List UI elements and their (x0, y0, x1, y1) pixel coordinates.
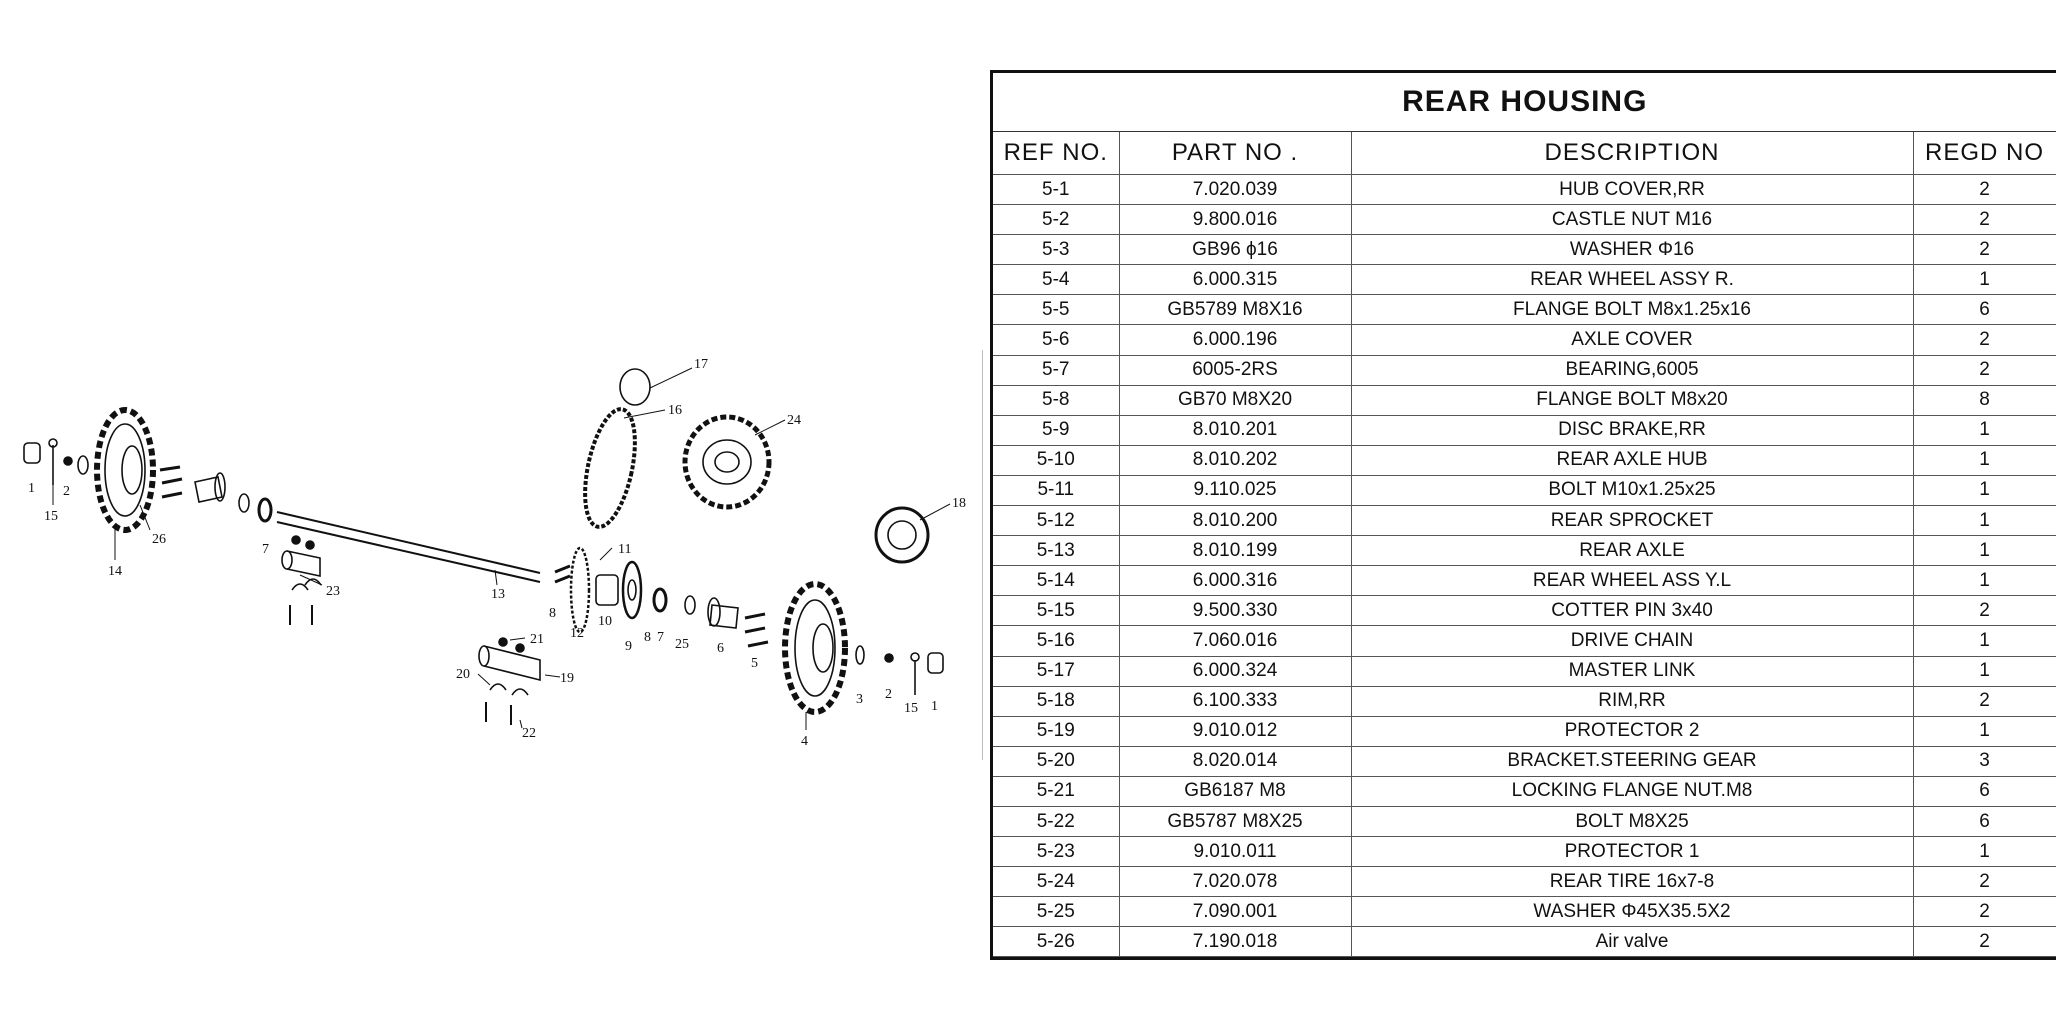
ref-no-cell: 5-8 (993, 385, 1119, 415)
callout-label: 9 (625, 639, 632, 654)
qty-cell: 1 (1913, 536, 2056, 566)
part-no-cell: 7.020.039 (1119, 175, 1351, 205)
ref-no-cell: 5-4 (993, 265, 1119, 295)
callout-label: 4 (801, 734, 808, 749)
ref-no-cell: 5-2 (993, 205, 1119, 235)
qty-cell: 2 (1913, 927, 2056, 957)
callout-label: 18 (952, 496, 966, 511)
part-no-cell: 7.020.078 (1119, 867, 1351, 897)
description-cell: WASHER Φ45X35.5X2 (1351, 897, 1913, 927)
qty-cell: 2 (1913, 867, 2056, 897)
part-no-cell: 7.060.016 (1119, 626, 1351, 656)
description-cell: WASHER Φ16 (1351, 235, 1913, 265)
table-row (993, 927, 2056, 957)
callout-label: 26 (152, 532, 166, 547)
callout-label: 13 (491, 587, 505, 602)
description-cell: RIM,RR (1351, 686, 1913, 716)
ref-no-cell: 5-16 (993, 626, 1119, 656)
qty-cell: 2 (1913, 175, 2056, 205)
qty-cell: 2 (1913, 686, 2056, 716)
rear-axle-hub (596, 575, 618, 605)
part-no-cell: 8.010.199 (1119, 536, 1351, 566)
qty-cell: 1 (1913, 656, 2056, 686)
table-row (993, 175, 2056, 205)
callout-label: 7 (657, 630, 664, 645)
table-row (993, 716, 2056, 746)
ref-no-cell: 5-22 (993, 806, 1119, 836)
qty-cell: 2 (1913, 596, 2056, 626)
callout-label: 7 (262, 542, 269, 557)
description-cell: REAR WHEEL ASS Y.L (1351, 566, 1913, 596)
ref-no-cell: 5-17 (993, 656, 1119, 686)
callout-label: 20 (456, 667, 470, 682)
ref-no-cell: 5-12 (993, 506, 1119, 536)
table-row (993, 355, 2056, 385)
callout-label: 11 (618, 542, 632, 557)
description-cell: PROTECTOR 1 (1351, 837, 1913, 867)
callout-label: 15 (44, 509, 58, 524)
qty-cell: 2 (1913, 235, 2056, 265)
part-no-cell: 7.090.001 (1119, 897, 1351, 927)
callout-label: 2 (885, 687, 892, 702)
ref-no-cell: 5-11 (993, 475, 1119, 505)
hub-cover-left (24, 443, 40, 463)
ref-no-cell: 5-19 (993, 716, 1119, 746)
qty-cell: 3 (1913, 746, 2056, 776)
part-no-cell: 9.010.011 (1119, 837, 1351, 867)
table-row (993, 897, 2056, 927)
ref-no-cell: 5-7 (993, 355, 1119, 385)
description-cell: PROTECTOR 2 (1351, 716, 1913, 746)
callout-label: 22 (522, 726, 536, 741)
part-no-cell: 8.010.200 (1119, 506, 1351, 536)
part-no-cell: GB5787 M8X25 (1119, 806, 1351, 836)
table-title: REAR HOUSING (993, 73, 2056, 132)
qty-cell: 1 (1913, 837, 2056, 867)
table-row (993, 566, 2056, 596)
ref-no-cell: 5-18 (993, 686, 1119, 716)
table-row (993, 325, 2056, 355)
description-cell: BOLT M10x1.25x25 (1351, 475, 1913, 505)
table-row (993, 385, 2056, 415)
part-no-cell: 9.110.025 (1119, 475, 1351, 505)
castle-nut-left (64, 457, 72, 465)
qty-cell: 8 (1913, 385, 2056, 415)
description-cell: REAR TIRE 16x7-8 (1351, 867, 1913, 897)
rim (876, 508, 928, 562)
callout-label: 5 (751, 656, 758, 671)
qty-cell: 1 (1913, 626, 2056, 656)
parts-table (993, 73, 2056, 957)
description-cell: REAR AXLE (1351, 536, 1913, 566)
drive-chain (576, 405, 644, 532)
table-row (993, 506, 2056, 536)
callout-label: 15 (904, 701, 918, 716)
description-cell: REAR SPROCKET (1351, 506, 1913, 536)
qty-cell: 1 (1913, 506, 2056, 536)
callout-label: 1 (28, 481, 35, 496)
table-row (993, 746, 2056, 776)
ref-no-cell: 5-20 (993, 746, 1119, 776)
callout-label: 17 (694, 357, 708, 372)
description-cell: MASTER LINK (1351, 656, 1913, 686)
table-body (993, 175, 2056, 957)
description-cell: REAR WHEEL ASSY R. (1351, 265, 1913, 295)
table-row (993, 626, 2056, 656)
disc-brake (623, 562, 641, 618)
ref-no-cell: 5-26 (993, 927, 1119, 957)
ref-no-cell: 5-9 (993, 415, 1119, 445)
table-row (993, 776, 2056, 806)
description-cell: FLANGE BOLT M8x20 (1351, 385, 1913, 415)
description-cell: HUB COVER,RR (1351, 175, 1913, 205)
ref-no-cell: 5-13 (993, 536, 1119, 566)
callout-label: 21 (530, 632, 544, 647)
description-cell: LOCKING FLANGE NUT.M8 (1351, 776, 1913, 806)
callout-label: 19 (560, 671, 574, 686)
hub-cover-right (928, 653, 943, 673)
description-cell: AXLE COVER (1351, 325, 1913, 355)
part-no-cell: GB5789 M8X16 (1119, 295, 1351, 325)
description-cell: REAR AXLE HUB (1351, 445, 1913, 475)
rear-wheel-left (97, 410, 153, 530)
table-row (993, 445, 2056, 475)
part-no-cell: 7.190.018 (1119, 927, 1351, 957)
table-header-row (993, 132, 2056, 175)
callout-label: 16 (668, 403, 682, 418)
part-no-cell: 6.000.315 (1119, 265, 1351, 295)
part-no-cell: 6005-2RS (1119, 355, 1351, 385)
part-no-cell: 9.010.012 (1119, 716, 1351, 746)
qty-cell: 1 (1913, 566, 2056, 596)
part-no-cell: 8.010.202 (1119, 445, 1351, 475)
callout-label: 3 (856, 692, 863, 707)
ref-no-cell: 5-14 (993, 566, 1119, 596)
ref-no-cell: 5-23 (993, 837, 1119, 867)
callout-label: 6 (717, 641, 724, 656)
part-no-cell: 6.000.196 (1119, 325, 1351, 355)
qty-cell: 2 (1913, 897, 2056, 927)
part-no-cell: 8.020.014 (1119, 746, 1351, 776)
header-part-no: PART NO . (1119, 132, 1351, 175)
part-no-cell: 9.500.330 (1119, 596, 1351, 626)
part-no-cell: GB6187 M8 (1119, 776, 1351, 806)
part-no-cell: GB70 M8X20 (1119, 385, 1351, 415)
qty-cell: 2 (1913, 355, 2056, 385)
ref-no-cell: 5-1 (993, 175, 1119, 205)
ref-no-cell: 5-3 (993, 235, 1119, 265)
description-cell: COTTER PIN 3x40 (1351, 596, 1913, 626)
callout-label: 24 (787, 413, 801, 428)
qty-cell: 1 (1913, 415, 2056, 445)
part-no-cell: 6.100.333 (1119, 686, 1351, 716)
master-link (620, 369, 650, 405)
table-row (993, 686, 2056, 716)
table-row (993, 415, 2056, 445)
exploded-parts-diagram (0, 340, 990, 780)
header-description: DESCRIPTION (1351, 132, 1913, 175)
qty-cell: 1 (1913, 265, 2056, 295)
rear-wheel-right (785, 584, 845, 712)
protector-2 (479, 646, 540, 680)
ref-no-cell: 5-15 (993, 596, 1119, 626)
description-cell: DRIVE CHAIN (1351, 626, 1913, 656)
description-cell: Air valve (1351, 927, 1913, 957)
callout-label: 8 (549, 606, 556, 621)
description-cell: CASTLE NUT M16 (1351, 205, 1913, 235)
qty-cell: 6 (1913, 776, 2056, 806)
rear-axle (277, 512, 540, 582)
qty-cell: 1 (1913, 716, 2056, 746)
protector-1 (282, 551, 320, 576)
table-row (993, 205, 2056, 235)
callout-label: 8 (644, 630, 651, 645)
qty-cell: 1 (1913, 445, 2056, 475)
callout-label: 10 (598, 614, 612, 629)
callout-label: 2 (63, 484, 70, 499)
ref-no-cell: 5-5 (993, 295, 1119, 325)
table-row (993, 295, 2056, 325)
part-no-cell: 6.000.316 (1119, 566, 1351, 596)
callout-label: 14 (108, 564, 122, 579)
description-cell: DISC BRAKE,RR (1351, 415, 1913, 445)
description-cell: BRACKET.STEERING GEAR (1351, 746, 1913, 776)
part-no-cell: 6.000.324 (1119, 656, 1351, 686)
qty-cell: 2 (1913, 205, 2056, 235)
ref-no-cell: 5-25 (993, 897, 1119, 927)
table-row (993, 867, 2056, 897)
callout-label: 12 (570, 626, 584, 641)
part-no-cell: 8.010.201 (1119, 415, 1351, 445)
table-row (993, 265, 2056, 295)
description-cell: BEARING,6005 (1351, 355, 1913, 385)
ref-no-cell: 5-10 (993, 445, 1119, 475)
table-row (993, 235, 2056, 265)
callout-label: 23 (326, 584, 340, 599)
table-row (993, 596, 2056, 626)
rear-sprocket (571, 548, 589, 632)
part-no-cell: GB96 ϕ16 (1119, 235, 1351, 265)
callout-label: 1 (931, 699, 938, 714)
ref-no-cell: 5-6 (993, 325, 1119, 355)
parts-table-container (990, 70, 2056, 960)
table-row (993, 656, 2056, 686)
table-row (993, 806, 2056, 836)
table-row (993, 475, 2056, 505)
table-row (993, 837, 2056, 867)
qty-cell: 6 (1913, 295, 2056, 325)
qty-cell: 1 (1913, 475, 2056, 505)
header-qty: REGD NO (1913, 132, 2056, 175)
callout-label: 25 (675, 637, 689, 652)
divider-line (982, 350, 983, 760)
description-cell: FLANGE BOLT M8x1.25x16 (1351, 295, 1913, 325)
table-row (993, 536, 2056, 566)
description-cell: BOLT M8X25 (1351, 806, 1913, 836)
part-no-cell: 9.800.016 (1119, 205, 1351, 235)
washer-left (78, 456, 88, 474)
qty-cell: 2 (1913, 325, 2056, 355)
ref-no-cell: 5-24 (993, 867, 1119, 897)
qty-cell: 6 (1913, 806, 2056, 836)
rear-tire (685, 417, 769, 507)
ref-no-cell: 5-21 (993, 776, 1119, 806)
header-ref-no: REF NO. (993, 132, 1119, 175)
